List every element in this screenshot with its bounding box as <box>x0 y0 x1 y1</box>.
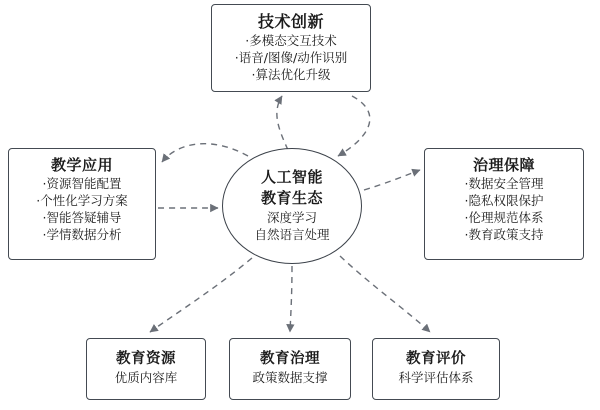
node-teaching-application[interactable] <box>8 148 156 260</box>
node-governance-assurance[interactable] <box>424 148 584 260</box>
node-title: 教学应用 <box>50 156 113 174</box>
node-title: 教育治理 <box>260 351 320 367</box>
edge-center-to-governance <box>290 266 292 332</box>
node-title: 治理保障 <box>472 156 535 174</box>
node-item: ·伦理规范体系 <box>464 210 544 225</box>
node-item: ·隐私权限保护 <box>464 193 544 208</box>
edge-center-to-top <box>277 96 288 150</box>
node-education-evaluation[interactable] <box>372 338 500 400</box>
node-item: ·智能答疑辅导 <box>42 210 122 225</box>
edge-center-to-left <box>162 144 248 162</box>
node-item: ·算法优化升级 <box>251 67 331 82</box>
node-item: 优质内容库 <box>114 370 178 385</box>
node-item: ·资源智能配置 <box>42 176 122 191</box>
node-title-line1: 人工智能 <box>260 168 323 186</box>
node-item: ·个性化学习方案 <box>36 193 128 208</box>
edge-top-to-center <box>338 96 370 156</box>
node-item: 深度学习 <box>266 210 317 225</box>
node-item: 科学评估体系 <box>398 370 474 385</box>
node-item: ·教育政策支持 <box>464 227 544 242</box>
edge-center-to-evaluation <box>340 256 430 332</box>
node-item: ·多模态交互技术 <box>245 33 337 48</box>
node-item: 自然语言处理 <box>254 227 330 242</box>
node-item: ·语音/图像/动作识别 <box>234 50 348 65</box>
node-title: 教育资源 <box>116 351 176 367</box>
node-item: ·数据安全管理 <box>464 176 544 191</box>
edge-center-to-right <box>364 170 420 190</box>
node-technology-innovation[interactable] <box>211 4 371 92</box>
node-title: 教育评价 <box>406 351 466 367</box>
node-title: 技术创新 <box>257 12 324 31</box>
node-item: 政策数据支撑 <box>252 370 328 385</box>
node-item: ·学情数据分析 <box>42 227 122 242</box>
node-title-line2: 教育生态 <box>260 189 323 207</box>
node-education-resources[interactable] <box>86 338 206 400</box>
node-education-governance[interactable] <box>229 338 351 400</box>
edge-center-to-resources <box>150 258 252 332</box>
node-ai-education-ecosystem[interactable] <box>222 148 362 264</box>
